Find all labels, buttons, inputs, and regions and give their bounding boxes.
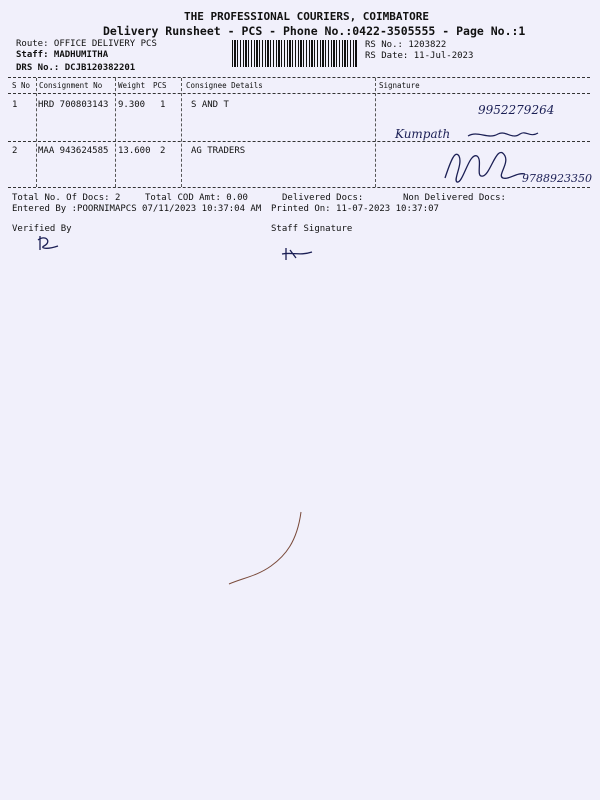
- total-cod: Total COD Amt: 0.00: [145, 193, 248, 203]
- printed-on: Printed On: 11-07-2023 10:37:07: [271, 204, 439, 214]
- drs-number: DRS No.: DCJB120382201: [16, 63, 136, 73]
- company-name: THE PROFESSIONAL COURIERS, COIMBATORE: [184, 10, 430, 23]
- row-pcs: 1: [160, 100, 166, 110]
- row-consignee: AG TRADERS: [191, 146, 246, 156]
- rs-number: RS No.: 1203822: [365, 40, 447, 50]
- row-sno: 2: [12, 146, 18, 156]
- delivered-docs: Delivered Docs:: [282, 193, 364, 203]
- page-title: Delivery Runsheet - PCS - Phone No.:0422-3505555 - Page No.:1: [103, 24, 526, 38]
- row-consignment: MAA 943624585: [38, 146, 109, 156]
- entered-by: Entered By :POORNIMAPCS 07/11/2023 10:37:04 AM: [12, 204, 262, 214]
- col-sno: S No: [12, 81, 31, 90]
- col-weight: Weight: [118, 81, 146, 90]
- row-weight: 13.600: [118, 146, 151, 156]
- verified-by-label: Verified By: [12, 224, 72, 234]
- handwritten-name: Kumpath: [395, 127, 451, 141]
- handwritten-phone-2: 9788923350: [522, 172, 592, 185]
- staff-signature-label: Staff Signature: [271, 224, 353, 234]
- col-pcs: PCS: [153, 81, 167, 90]
- total-docs: Total No. Of Docs: 2: [12, 193, 121, 203]
- row-sno: 1: [12, 100, 18, 110]
- col-consignment: Consignment No: [39, 81, 103, 90]
- row-consignee: S AND T: [191, 100, 229, 110]
- route-label: Route: OFFICE DELIVERY PCS: [16, 39, 157, 49]
- row-consignment: HRD 700803143: [38, 100, 109, 110]
- non-delivered-docs: Non Delivered Docs:: [403, 193, 506, 203]
- staff-label: Staff: MADHUMITHA: [16, 50, 109, 60]
- rs-date: RS Date: 11-Jul-2023: [365, 51, 474, 61]
- handwritten-phone-1: 9952279264: [478, 103, 555, 117]
- col-consignee: Consignee Details: [186, 81, 263, 90]
- row-weight: 9.300: [118, 100, 146, 110]
- row-pcs: 2: [160, 146, 166, 156]
- col-signature: Signature: [379, 81, 420, 90]
